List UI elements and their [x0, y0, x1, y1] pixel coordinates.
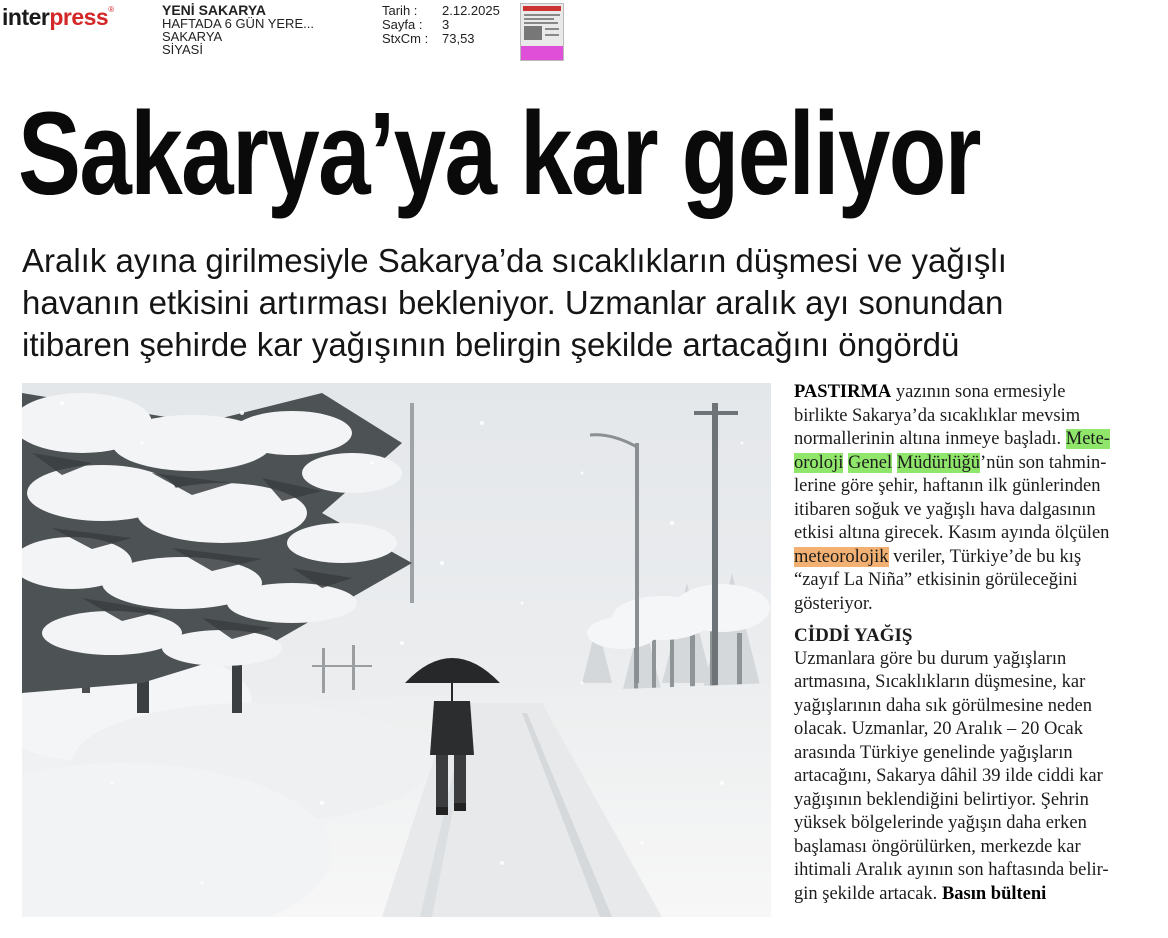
article-deck [22, 240, 1162, 366]
article-photo [22, 383, 771, 917]
thumbnail-line [545, 34, 559, 36]
body-line: ihtimali Aralık ayının son haftasında belir- [794, 860, 1109, 880]
logo-text-press: press [49, 4, 109, 30]
body-line: artacağını, Sakarya dâhil 39 ilde ciddi kar [794, 766, 1103, 786]
article-subheading: CİDDİ YAĞIŞ [794, 625, 913, 646]
body-text: yazının sona ermesiyle [891, 382, 1066, 402]
stxcm-value: 73,53 [442, 31, 475, 46]
body-line: itibaren soğuk ve yağışlı hava dalgasının [794, 499, 1096, 520]
publication-name: YENİ SAKARYA [162, 2, 266, 18]
highlighted-term: Mete- [1065, 429, 1110, 449]
stxcm-label: StxCm : [382, 31, 429, 46]
date-label: Tarih : [382, 3, 418, 18]
publication-info [162, 4, 314, 56]
body-line [794, 381, 1164, 405]
deck-line: Aralık ayına girilmesiyle Sakarya’da sıcaklıkların düşmesi ve yağışlı [22, 242, 1007, 279]
body-line: yağışının beklendiğini belirtiyor. Şehrin [794, 789, 1089, 810]
body-line [794, 452, 1164, 476]
page-label: Sayfa : [382, 17, 423, 32]
highlighted-term: Genel [847, 452, 893, 473]
clipping-details [382, 4, 500, 46]
body-line [794, 546, 1164, 570]
publication-category: SİYASİ [162, 42, 203, 57]
body-line [794, 428, 1164, 452]
body-text: gin şekilde artacak. [794, 883, 942, 904]
thumbnail-line [524, 18, 554, 20]
thumbnail-line [524, 22, 558, 24]
body-text: normallerinin altına inmeye başladı. [794, 429, 1066, 449]
body-line: etkisi altına girecek. Kasım ayında ölçülen [794, 523, 1110, 543]
body-line: yüksek bölgelerinde yağışın daha erken [794, 813, 1087, 833]
body-line: olacak. Uzmanlar, 20 Aralık – 20 Ocak [794, 719, 1083, 739]
publication-city: SAKARYA [162, 29, 223, 44]
thumbnail-line [545, 28, 559, 30]
body-text: ’nün son tahmin- [980, 452, 1107, 473]
logo-text-inter: inter [2, 4, 50, 30]
thumbnail-image [524, 26, 542, 40]
highlighted-term: Müdürlüğü [896, 452, 981, 473]
highlighted-term: oroloji [794, 452, 844, 473]
source-credit: Basın bülteni [941, 883, 1047, 904]
body-text: veriler, Türkiye’de bu kış [888, 546, 1082, 567]
thumbnail-line [524, 14, 560, 16]
interpress-logo [2, 6, 114, 29]
snow-scene-image [22, 383, 771, 917]
body-line: başlaması öngörülürken, merkezde kar [794, 836, 1081, 857]
body-line: “zayıf La Niña” etkisinin görüleceğini [794, 570, 1078, 590]
thumbnail-header [523, 6, 561, 11]
body-line: gösteriyor. [794, 593, 873, 614]
body-line: arasında Türkiye genelinde yağışların [794, 742, 1073, 763]
body-line: Uzmanlara göre bu durum yağışların [794, 648, 1067, 669]
body-line: yağışlarının daha sık görülmesine neden [794, 695, 1092, 716]
publication-frequency: HAFTADA 6 GÜN YERE... [162, 16, 314, 31]
page-thumbnail[interactable] [520, 3, 564, 61]
date-value: 2.12.2025 [442, 3, 500, 18]
deck-line: itibaren şehirde kar yağışının belirgin şekilde artacağını öngördü [22, 326, 960, 363]
article-headline: Sakarya’ya kar geliyor [18, 88, 980, 220]
lead-word: PASTIRMA [794, 382, 892, 402]
body-line [794, 883, 1164, 907]
body-line: artmasına, Sıcaklıkların düşmesine, kar [794, 672, 1086, 692]
body-line: birlikte Sakarya’da sıcaklıklar mevsim [794, 405, 1081, 426]
registered-mark: ® [108, 5, 114, 14]
body-line: lerine göre şehir, haftanın ilk günlerinden [794, 476, 1101, 496]
page-value: 3 [442, 17, 450, 32]
highlighted-term: meteorolojik [794, 546, 889, 567]
deck-line: havanın etkisini artırması bekleniyor. Uzmanlar aralık ayı sonundan [22, 284, 1004, 321]
thumbnail-highlight [521, 46, 563, 60]
article-body [794, 381, 1164, 906]
